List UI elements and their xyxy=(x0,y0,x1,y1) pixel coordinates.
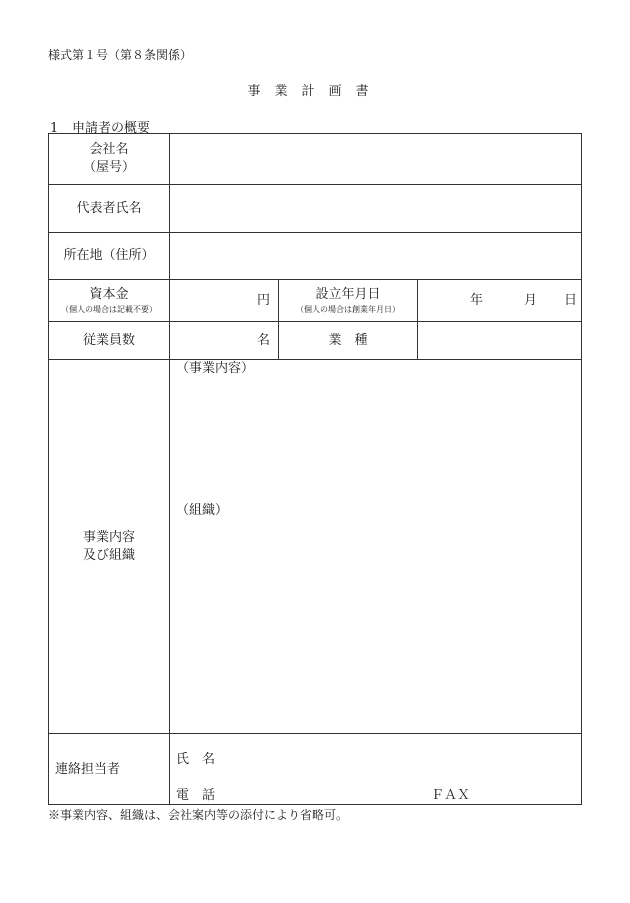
representative-label xyxy=(49,185,169,232)
address-label-text: 所在地（住所） xyxy=(63,248,155,263)
section-number: 1 xyxy=(50,121,59,136)
address-label xyxy=(49,233,169,279)
document-title: 事業計画書 xyxy=(247,84,383,99)
form-number: 様式第１号（第８条関係） xyxy=(48,48,193,62)
contact-phone-label: 電 話 xyxy=(176,788,216,803)
company-name-label xyxy=(49,134,169,184)
company-name-field[interactable] xyxy=(170,134,581,184)
established-date-field[interactable] xyxy=(418,280,581,321)
business-label-line1: 事業内容 xyxy=(82,529,135,545)
employees-field[interactable] xyxy=(170,322,278,359)
capital-field[interactable] xyxy=(170,280,278,321)
footnote: ※事業内容、組織は、会社案内等の添付により省略可。 xyxy=(48,808,349,822)
year-unit: 年 xyxy=(470,293,484,308)
organization-label: （組織） xyxy=(176,503,229,518)
employees-label-text: 従業員数 xyxy=(82,332,135,348)
representative-field[interactable] xyxy=(170,185,581,232)
month-unit: 月 xyxy=(524,293,538,308)
business-label-line2: 及び組織 xyxy=(82,547,135,563)
company-name-label-line1: 会社名 xyxy=(89,142,129,157)
established-label xyxy=(279,280,417,321)
applicant-overview-table xyxy=(48,133,582,805)
established-note: （個人の場合は創業年月日） xyxy=(296,304,400,314)
capital-label xyxy=(49,280,169,321)
day-unit: 日 xyxy=(564,293,578,308)
industry-label-text: 業 種 xyxy=(328,332,368,348)
capital-note: （個人の場合は記載不要） xyxy=(61,304,157,314)
contact-name-label: 氏 名 xyxy=(176,752,216,767)
contact-fax-label: ＦＡＸ xyxy=(431,788,471,803)
company-name-label-line2: （屋号） xyxy=(82,160,135,175)
capital-label-text: 資本金 xyxy=(89,286,129,302)
business-label xyxy=(49,360,169,733)
contact-field[interactable] xyxy=(170,734,581,804)
industry-label xyxy=(279,322,417,359)
contact-label xyxy=(49,734,169,804)
employees-label xyxy=(49,322,169,359)
industry-field[interactable] xyxy=(418,322,581,359)
address-field[interactable] xyxy=(170,233,581,279)
employees-unit: 名 xyxy=(256,333,270,348)
business-content-label: （事業内容） xyxy=(176,361,255,376)
section-label: 申請者の概要 xyxy=(72,121,151,136)
representative-label-text: 代表者氏名 xyxy=(76,200,142,216)
business-field[interactable] xyxy=(170,360,581,733)
contact-label-text: 連絡担当者 xyxy=(55,762,121,777)
capital-unit: 円 xyxy=(256,293,270,308)
established-label-text: 設立年月日 xyxy=(315,286,381,302)
